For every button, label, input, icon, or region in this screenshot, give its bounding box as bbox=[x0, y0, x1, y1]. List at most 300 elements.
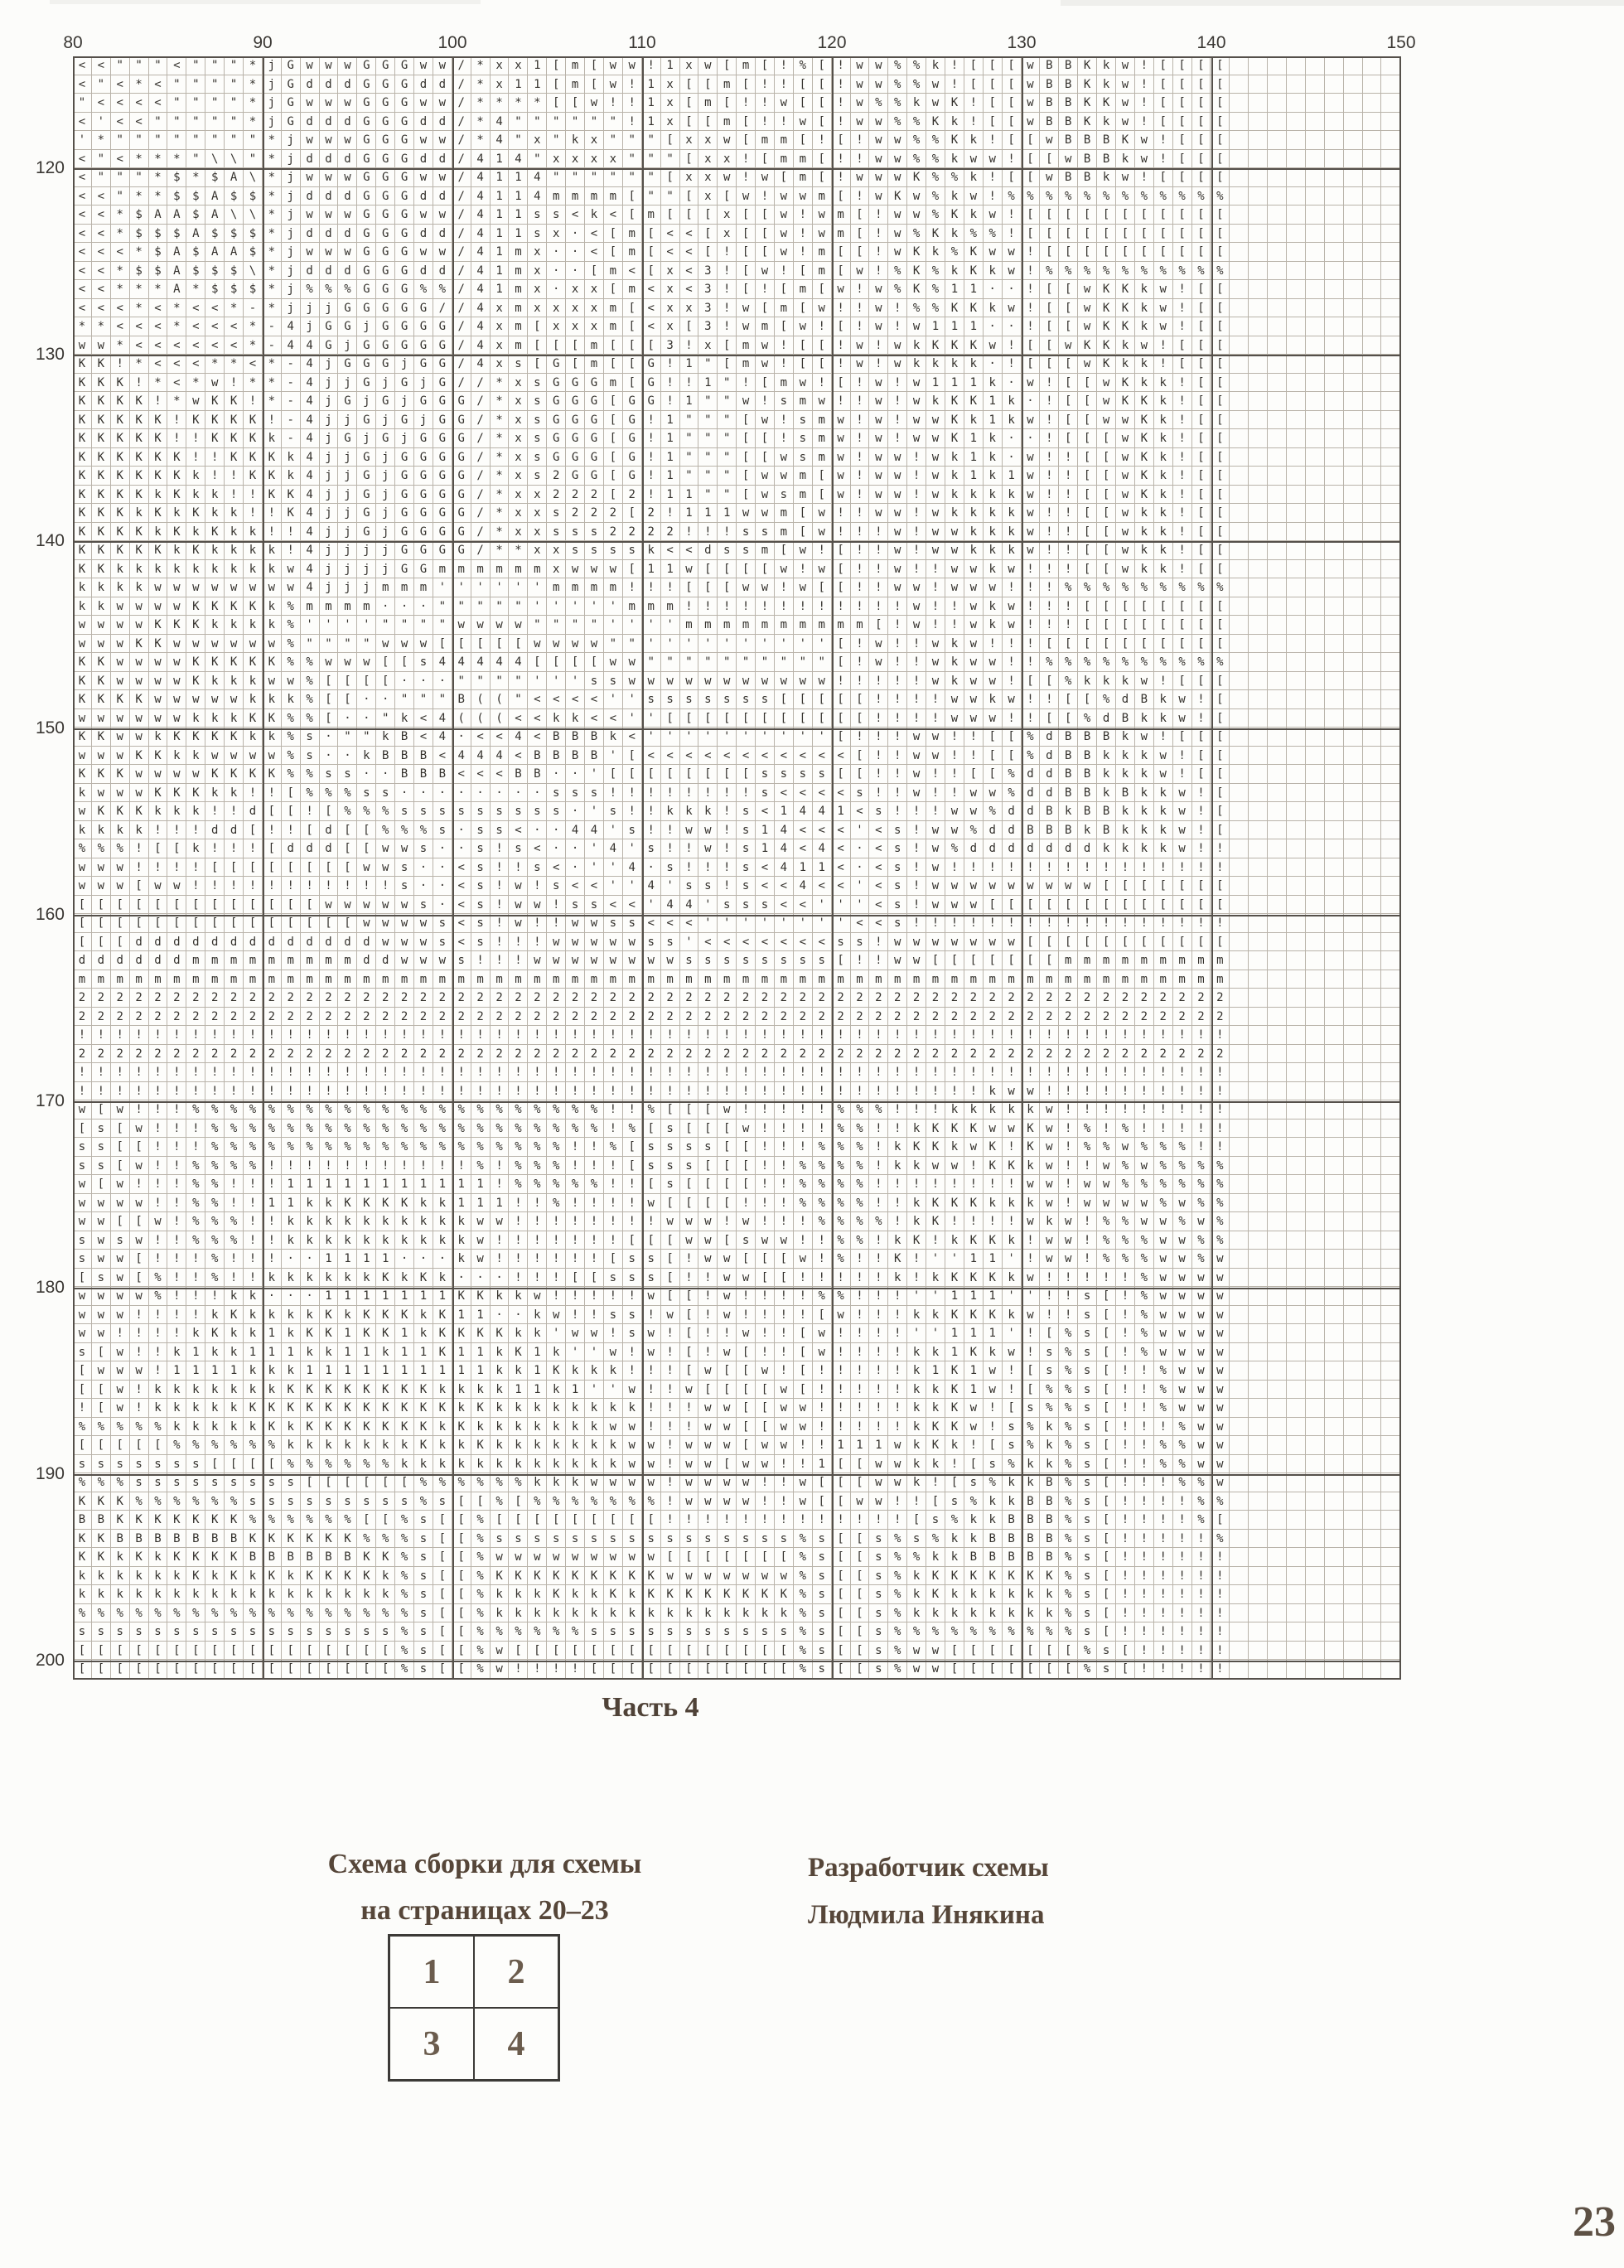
grid-cell: ! bbox=[680, 784, 699, 803]
grid-cell: ! bbox=[167, 1250, 186, 1269]
grid-cell: k bbox=[244, 1324, 263, 1343]
grid-cell: [ bbox=[1192, 75, 1211, 94]
grid-cell: % bbox=[1154, 187, 1173, 206]
grid-cell: * bbox=[73, 317, 92, 336]
grid-cell: s bbox=[718, 541, 737, 560]
grid-cell: % bbox=[509, 1138, 528, 1157]
grid-cell bbox=[1344, 94, 1363, 113]
grid-cell: % bbox=[832, 1250, 851, 1269]
grid-cell: ! bbox=[491, 877, 510, 896]
grid-cell: w bbox=[1135, 150, 1154, 169]
grid-cell: m bbox=[851, 970, 870, 989]
grid-cell: ! bbox=[1192, 709, 1211, 728]
grid-cell: ! bbox=[225, 1194, 244, 1213]
grid-cell: [ bbox=[1211, 690, 1230, 709]
grid-cell bbox=[1325, 877, 1344, 896]
grid-cell: % bbox=[414, 821, 433, 840]
grid-cell: ! bbox=[661, 1063, 680, 1082]
grid-cell bbox=[1381, 1269, 1400, 1288]
grid-cell: 1 bbox=[282, 1175, 301, 1194]
grid-cell: 4 bbox=[301, 523, 320, 542]
grid-cell: w bbox=[945, 821, 964, 840]
grid-cell: [ bbox=[1022, 131, 1041, 150]
grid-cell: w bbox=[1040, 1100, 1059, 1119]
grid-cell: B bbox=[1059, 75, 1078, 94]
grid-cell: * bbox=[111, 225, 130, 244]
grid-cell: x bbox=[528, 243, 547, 262]
grid-cell: w bbox=[813, 1324, 832, 1343]
grid-cell: m bbox=[623, 280, 642, 299]
grid-cell: " bbox=[623, 131, 642, 150]
grid-cell: ' bbox=[566, 1343, 585, 1362]
grid-cell: k bbox=[907, 94, 926, 113]
grid-cell: - bbox=[282, 392, 301, 411]
grid-cell: K bbox=[149, 429, 168, 448]
grid-cell: s bbox=[888, 896, 907, 915]
grid-cell: [ bbox=[623, 187, 642, 206]
grid-cell: w bbox=[737, 1119, 756, 1139]
grid-cell: ! bbox=[756, 94, 775, 113]
grid-cell: < bbox=[452, 858, 471, 878]
grid-cell: ! bbox=[964, 1082, 984, 1101]
grid-cell bbox=[1381, 1100, 1400, 1119]
grid-cell: ! bbox=[225, 1269, 244, 1288]
grid-cell: [ bbox=[1022, 206, 1041, 225]
grid-cell: w bbox=[794, 672, 813, 691]
grid-cell: · bbox=[376, 765, 395, 784]
grid-cell: 2 bbox=[1154, 1008, 1173, 1027]
grid-cell: ! bbox=[1192, 1138, 1211, 1157]
grid-cell: m bbox=[756, 970, 775, 989]
grid-cell: < bbox=[73, 113, 92, 132]
grid-cell: w bbox=[698, 1212, 718, 1231]
grid-cell: [ bbox=[1211, 317, 1230, 336]
grid-cell: w bbox=[1116, 75, 1135, 94]
grid-cell: w bbox=[756, 262, 775, 281]
grid-cell: ! bbox=[926, 616, 945, 635]
grid-cell: [ bbox=[1097, 206, 1116, 225]
grid-cell bbox=[1287, 765, 1306, 784]
grid-cell bbox=[1306, 150, 1325, 169]
grid-cell: ! bbox=[186, 1063, 205, 1082]
grid-cell: k bbox=[73, 578, 92, 597]
grid-cell: m bbox=[130, 970, 149, 989]
grid-cell: [ bbox=[851, 765, 870, 784]
grid-cell: % bbox=[320, 280, 339, 299]
grid-cell: ! bbox=[225, 486, 244, 505]
grid-cell: d bbox=[338, 933, 357, 952]
grid-cell: ! bbox=[1154, 1063, 1173, 1082]
grid-cell: ! bbox=[756, 1026, 775, 1045]
grid-cell: K bbox=[964, 392, 984, 411]
grid-cell: ! bbox=[642, 1026, 661, 1045]
grid-cell bbox=[1230, 411, 1249, 430]
grid-cell: m bbox=[604, 317, 623, 336]
grid-cell bbox=[1230, 94, 1249, 113]
grid-cell: 1 bbox=[984, 392, 1003, 411]
grid-cell bbox=[1381, 1157, 1400, 1176]
grid-cell: m bbox=[1097, 951, 1116, 970]
grid-cell: % bbox=[1211, 1194, 1230, 1213]
grid-cell bbox=[1306, 374, 1325, 393]
grid-cell: w bbox=[832, 429, 851, 448]
grid-cell bbox=[1268, 1008, 1287, 1027]
grid-cell: · bbox=[414, 784, 433, 803]
grid-cell bbox=[1230, 541, 1249, 560]
grid-cell: ! bbox=[642, 448, 661, 467]
grid-cell: ! bbox=[869, 1119, 888, 1139]
grid-cell: d bbox=[1003, 821, 1022, 840]
grid-cell: k bbox=[149, 1381, 168, 1400]
grid-cell bbox=[1268, 131, 1287, 150]
grid-cell: [ bbox=[338, 839, 357, 858]
grid-cell: 2 bbox=[1116, 989, 1135, 1008]
grid-cell bbox=[1325, 728, 1344, 747]
grid-cell: K bbox=[73, 523, 92, 542]
grid-cell: w bbox=[642, 1343, 661, 1362]
grid-cell bbox=[1249, 225, 1268, 244]
grid-cell: " bbox=[395, 616, 414, 635]
grid-cell: [ bbox=[244, 821, 263, 840]
grid-cell: K bbox=[92, 541, 111, 560]
grid-cell bbox=[1306, 1082, 1325, 1101]
grid-cell: [ bbox=[698, 1119, 718, 1139]
grid-cell: G bbox=[414, 560, 433, 579]
grid-cell: k bbox=[907, 355, 926, 374]
grid-cell: < bbox=[149, 317, 168, 336]
grid-cell bbox=[1306, 858, 1325, 878]
grid-cell: w bbox=[73, 635, 92, 654]
grid-cell: w bbox=[111, 1361, 130, 1381]
grid-cell: ! bbox=[737, 94, 756, 113]
grid-cell: ! bbox=[851, 1026, 870, 1045]
grid-cell: ! bbox=[585, 1194, 604, 1213]
grid-cell: w bbox=[907, 933, 926, 952]
grid-cell: ! bbox=[566, 1194, 585, 1213]
grid-cell: w bbox=[869, 187, 888, 206]
grid-cell: K bbox=[945, 392, 964, 411]
grid-cell: ! bbox=[491, 933, 510, 952]
grid-cell: ! bbox=[661, 504, 680, 523]
grid-cell: w bbox=[718, 168, 737, 187]
grid-cell: G bbox=[566, 411, 585, 430]
grid-cell: w bbox=[945, 541, 964, 560]
grid-cell: w bbox=[1154, 1231, 1173, 1250]
grid-cell: ! bbox=[604, 1026, 623, 1045]
grid-cell: ! bbox=[130, 1026, 149, 1045]
grid-cell: 1 bbox=[320, 1175, 339, 1194]
grid-cell: < bbox=[73, 225, 92, 244]
grid-cell: w bbox=[1154, 1306, 1173, 1325]
grid-cell: 2 bbox=[395, 989, 414, 1008]
grid-cell: ! bbox=[813, 1119, 832, 1139]
grid-cell: G bbox=[376, 392, 395, 411]
grid-cell: 2 bbox=[869, 989, 888, 1008]
grid-cell: 2 bbox=[73, 1045, 92, 1064]
grid-cell: k bbox=[433, 1231, 452, 1250]
grid-cell: ! bbox=[1040, 690, 1059, 709]
grid-cell: K bbox=[907, 280, 926, 299]
grid-cell: ! bbox=[888, 597, 907, 617]
grid-cell: * bbox=[149, 187, 168, 206]
grid-cell: j bbox=[320, 541, 339, 560]
grid-cell: s bbox=[661, 858, 680, 878]
grid-cell: w bbox=[471, 1212, 491, 1231]
grid-cell: ! bbox=[244, 1082, 263, 1101]
grid-cell bbox=[1268, 1361, 1287, 1381]
grid-cell: 2 bbox=[1022, 1045, 1041, 1064]
grid-cell: [ bbox=[680, 187, 699, 206]
grid-cell: % bbox=[205, 1231, 225, 1250]
grid-cell: % bbox=[471, 1119, 491, 1139]
grid-cell bbox=[1325, 75, 1344, 94]
grid-cell: m bbox=[851, 616, 870, 635]
grid-cell: % bbox=[205, 1100, 225, 1119]
grid-cell: < bbox=[756, 747, 775, 766]
grid-cell: m bbox=[320, 597, 339, 617]
grid-cell bbox=[1325, 150, 1344, 169]
grid-cell: w bbox=[794, 541, 813, 560]
grid-cell: % bbox=[964, 225, 984, 244]
grid-cell: G bbox=[547, 429, 566, 448]
grid-cell: ! bbox=[1022, 317, 1041, 336]
grid-cell: k bbox=[926, 355, 945, 374]
grid-cell bbox=[1249, 933, 1268, 952]
grid-cell: s bbox=[604, 914, 623, 933]
grid-cell: " bbox=[698, 355, 718, 374]
grid-cell bbox=[1287, 821, 1306, 840]
grid-cell: k bbox=[186, 1324, 205, 1343]
grid-cell: ' bbox=[471, 578, 491, 597]
grid-cell: w bbox=[888, 131, 907, 150]
grid-cell: / bbox=[452, 150, 471, 169]
grid-cell: 1 bbox=[357, 1250, 376, 1269]
grid-cell: w bbox=[813, 299, 832, 318]
grid-cell: 4 bbox=[301, 374, 320, 393]
grid-cell: * bbox=[111, 262, 130, 281]
grid-cell: ! bbox=[585, 1063, 604, 1082]
grid-cell: · bbox=[528, 821, 547, 840]
grid-cell: \ bbox=[244, 168, 263, 187]
grid-cell: K bbox=[205, 523, 225, 542]
grid-cell: K bbox=[111, 392, 130, 411]
grid-cell: · bbox=[566, 262, 585, 281]
grid-cell: [ bbox=[737, 1250, 756, 1269]
grid-cell: [ bbox=[832, 709, 851, 728]
grid-cell: < bbox=[149, 336, 168, 355]
grid-cell: m bbox=[395, 970, 414, 989]
grid-cell: % bbox=[585, 1175, 604, 1194]
grid-cell: m bbox=[111, 970, 130, 989]
grid-cell: 2 bbox=[225, 1045, 244, 1064]
grid-cell bbox=[1287, 1138, 1306, 1157]
grid-cell: ! bbox=[984, 1063, 1003, 1082]
grid-cell: · bbox=[376, 597, 395, 617]
grid-cell: k bbox=[73, 597, 92, 617]
grid-cell: [ bbox=[737, 131, 756, 150]
grid-cell: w bbox=[130, 616, 149, 635]
grid-cell bbox=[1268, 317, 1287, 336]
grid-cell: m bbox=[263, 970, 282, 989]
grid-cell bbox=[1287, 392, 1306, 411]
grid-cell: ! bbox=[1059, 1082, 1078, 1101]
grid-cell: w bbox=[263, 747, 282, 766]
grid-cell: w bbox=[1003, 933, 1022, 952]
grid-cell: K bbox=[149, 747, 168, 766]
grid-cell: ! bbox=[869, 747, 888, 766]
grid-cell: d bbox=[320, 839, 339, 858]
grid-cell: k bbox=[263, 560, 282, 579]
grid-column-label: 90 bbox=[253, 33, 273, 52]
grid-cell: 4 bbox=[528, 187, 547, 206]
grid-cell bbox=[1381, 933, 1400, 952]
grid-cell: < bbox=[167, 355, 186, 374]
grid-cell: w bbox=[737, 672, 756, 691]
grid-cell: K bbox=[376, 1194, 395, 1213]
grid-cell: * bbox=[167, 317, 186, 336]
grid-cell: % bbox=[414, 1100, 433, 1119]
grid-cell: ! bbox=[869, 597, 888, 617]
grid-cell: * bbox=[92, 317, 111, 336]
grid-cell: w bbox=[907, 616, 926, 635]
grid-cell: ! bbox=[357, 1157, 376, 1176]
grid-cell: w bbox=[1173, 1306, 1192, 1325]
grid-cell bbox=[1325, 504, 1344, 523]
grid-cell: w bbox=[964, 896, 984, 915]
grid-cell: ! bbox=[225, 467, 244, 486]
grid-cell: [ bbox=[1154, 168, 1173, 187]
grid-cell: 1 bbox=[984, 1287, 1003, 1306]
grid-cell: w bbox=[1116, 411, 1135, 430]
grid-cell: % bbox=[1078, 1138, 1097, 1157]
grid-cell: ! bbox=[1097, 914, 1116, 933]
grid-cell: w bbox=[680, 821, 699, 840]
grid-cell: 4 bbox=[301, 392, 320, 411]
grid-cell: ! bbox=[1059, 1287, 1078, 1306]
grid-cell: [ bbox=[73, 1269, 92, 1288]
grid-cell: % bbox=[509, 1175, 528, 1194]
grid-cell: w bbox=[205, 747, 225, 766]
grid-cell: ! bbox=[186, 1250, 205, 1269]
grid-cell: * bbox=[111, 206, 130, 225]
grid-cell: ! bbox=[869, 1082, 888, 1101]
grid-cell: m bbox=[775, 131, 794, 150]
grid-cell: s bbox=[737, 1231, 756, 1250]
grid-cell: [ bbox=[1173, 933, 1192, 952]
grid-cell: ! bbox=[414, 1063, 433, 1082]
grid-cell bbox=[1230, 75, 1249, 94]
grid-cell bbox=[1344, 131, 1363, 150]
grid-cell: [ bbox=[1154, 243, 1173, 262]
grid-cell: [ bbox=[547, 653, 566, 672]
grid-cell: w bbox=[376, 858, 395, 878]
grid-cell: m bbox=[301, 970, 320, 989]
grid-cell: w bbox=[926, 411, 945, 430]
grid-cell: < bbox=[642, 280, 661, 299]
grid-cell: s bbox=[718, 896, 737, 915]
grid-cell: 2 bbox=[528, 1008, 547, 1027]
grid-cell: ! bbox=[851, 131, 870, 150]
grid-cell: 2 bbox=[205, 1045, 225, 1064]
grid-cell: [ bbox=[964, 951, 984, 970]
grid-cell: [ bbox=[1078, 392, 1097, 411]
grid-cell: K bbox=[205, 392, 225, 411]
grid-cell: [ bbox=[1040, 896, 1059, 915]
grid-cell: ! bbox=[907, 1026, 926, 1045]
grid-cell bbox=[1325, 1063, 1344, 1082]
grid-cell: K bbox=[907, 168, 926, 187]
grid-cell: w bbox=[92, 1287, 111, 1306]
grid-column-label: 150 bbox=[1386, 33, 1416, 52]
grid-cell: $ bbox=[167, 225, 186, 244]
grid-cell: K bbox=[130, 467, 149, 486]
grid-cell: [ bbox=[263, 914, 282, 933]
grid-cell: [ bbox=[186, 914, 205, 933]
grid-cell: G bbox=[395, 56, 414, 75]
grid-cell: [ bbox=[984, 113, 1003, 132]
grid-cell: w bbox=[1173, 1194, 1192, 1213]
grid-cell: G bbox=[357, 206, 376, 225]
grid-cell: w bbox=[301, 168, 320, 187]
grid-cell bbox=[1230, 709, 1249, 728]
grid-cell: [ bbox=[718, 1361, 737, 1381]
grid-cell: ! bbox=[186, 821, 205, 840]
grid-cell bbox=[1230, 523, 1249, 542]
grid-cell: [ bbox=[1097, 560, 1116, 579]
grid-cell: ! bbox=[1059, 1157, 1078, 1176]
grid-cell: ! bbox=[756, 75, 775, 94]
grid-cell: w bbox=[964, 616, 984, 635]
grid-cell: % bbox=[376, 802, 395, 821]
grid-cell: < bbox=[604, 896, 623, 915]
grid-cell bbox=[1249, 299, 1268, 318]
grid-cell: w bbox=[907, 728, 926, 747]
grid-cell: k bbox=[945, 635, 964, 654]
grid-cell: [ bbox=[794, 504, 813, 523]
grid-cell: s bbox=[433, 933, 452, 952]
grid-cell: k bbox=[320, 1231, 339, 1250]
grid-cell bbox=[1363, 728, 1382, 747]
grid-cell: 2 bbox=[718, 1008, 737, 1027]
grid-cell: [ bbox=[1078, 896, 1097, 915]
grid-cell: m bbox=[205, 970, 225, 989]
grid-cell: K bbox=[167, 523, 186, 542]
grid-cell bbox=[1249, 951, 1268, 970]
grid-cell: ! bbox=[907, 504, 926, 523]
grid-cell: k bbox=[1022, 1157, 1041, 1176]
grid-cell: B bbox=[414, 765, 433, 784]
grid-cell: w bbox=[851, 56, 870, 75]
grid-cell bbox=[1344, 765, 1363, 784]
grid-cell: K bbox=[964, 1119, 984, 1139]
grid-cell: j bbox=[338, 541, 357, 560]
grid-cell: d bbox=[1022, 802, 1041, 821]
grid-cell: " bbox=[509, 690, 528, 709]
grid-cell: s bbox=[528, 802, 547, 821]
grid-cell: ! bbox=[167, 1082, 186, 1101]
grid-cell: x bbox=[661, 299, 680, 318]
grid-cell: [ bbox=[1192, 150, 1211, 169]
grid-cell: % bbox=[528, 1138, 547, 1157]
grid-cell: k bbox=[301, 1231, 320, 1250]
grid-cell: 4 bbox=[433, 728, 452, 747]
grid-cell: ! bbox=[984, 131, 1003, 150]
grid-cell bbox=[1381, 747, 1400, 766]
grid-cell: 2 bbox=[1078, 989, 1097, 1008]
grid-cell bbox=[1381, 411, 1400, 430]
grid-cell: " bbox=[566, 168, 585, 187]
grid-cell bbox=[1249, 802, 1268, 821]
